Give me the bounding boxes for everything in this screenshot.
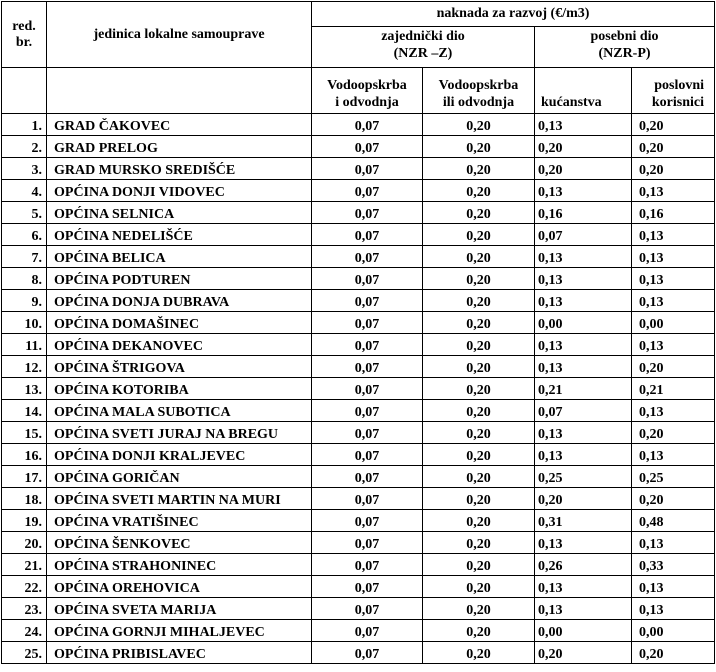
special-households-value: 0,16 (535, 202, 632, 224)
table-body (2, 114, 715, 664)
common-water-or-sewage-value: 0,20 (423, 268, 535, 290)
table-row (2, 334, 715, 356)
common-water-and-sewage-value: 0,07 (312, 202, 423, 224)
common-water-and-sewage-value: 0,07 (312, 488, 423, 510)
header-special-part: posebni dio (NZR-P) (535, 27, 715, 68)
special-business-value: 0,20 (632, 356, 715, 378)
local-unit-name: OPĆINA VRATIŠINEC (47, 510, 312, 532)
special-households-value: 0,20 (535, 642, 632, 664)
row-number: 10. (2, 312, 47, 334)
common-water-and-sewage-value: 0,07 (312, 554, 423, 576)
common-water-or-sewage-value: 0,20 (423, 224, 535, 246)
table-row (2, 598, 715, 620)
table-row (2, 554, 715, 576)
common-water-and-sewage-value: 0,07 (312, 576, 423, 598)
row-number: 6. (2, 224, 47, 246)
local-unit-name: OPĆINA SVETI MARTIN NA MURI (47, 488, 312, 510)
special-business-value: 0,13 (632, 334, 715, 356)
special-households-value: 0,20 (535, 488, 632, 510)
common-water-or-sewage-value: 0,20 (423, 532, 535, 554)
common-water-or-sewage-value: 0,20 (423, 400, 535, 422)
special-households-value: 0,31 (535, 510, 632, 532)
common-water-or-sewage-value: 0,20 (423, 642, 535, 664)
common-water-and-sewage-value: 0,07 (312, 532, 423, 554)
special-households-value: 0,20 (535, 158, 632, 180)
table-row (2, 378, 715, 400)
local-unit-name: OPĆINA BELICA (47, 246, 312, 268)
row-number: 11. (2, 334, 47, 356)
special-households-value: 0,13 (535, 422, 632, 444)
special-households-value: 0,07 (535, 224, 632, 246)
table-row (2, 158, 715, 180)
local-unit-name: OPĆINA GORNJI MIHALJEVEC (47, 620, 312, 642)
local-unit-name: OPĆINA SVETI JURAJ NA BREGU (47, 422, 312, 444)
table-row (2, 114, 715, 136)
row-number: 1. (2, 114, 47, 136)
table-row (2, 224, 715, 246)
common-water-and-sewage-value: 0,07 (312, 466, 423, 488)
special-households-value: 0,13 (535, 334, 632, 356)
row-number: 18. (2, 488, 47, 510)
header-empty-unit (47, 68, 312, 114)
common-water-and-sewage-value: 0,07 (312, 356, 423, 378)
table-row (2, 422, 715, 444)
special-business-value: 0,13 (632, 400, 715, 422)
header-water-and-sewage: Vodoopskrba i odvodnja (312, 68, 423, 114)
local-unit-name: OPĆINA ŠENKOVEC (47, 532, 312, 554)
special-households-value: 0,13 (535, 268, 632, 290)
special-households-value: 0,00 (535, 620, 632, 642)
table-row (2, 180, 715, 202)
table-row (2, 488, 715, 510)
local-unit-name: GRAD ČAKOVEC (47, 114, 312, 136)
header-local-unit: jedinica lokalne samouprave (47, 2, 312, 68)
local-unit-name: OPĆINA NEDELIŠĆE (47, 224, 312, 246)
special-business-value: 0,00 (632, 620, 715, 642)
row-number: 25. (2, 642, 47, 664)
table-row (2, 136, 715, 158)
table-row (2, 444, 715, 466)
common-water-and-sewage-value: 0,07 (312, 246, 423, 268)
common-water-or-sewage-value: 0,20 (423, 356, 535, 378)
special-business-value: 0,16 (632, 202, 715, 224)
common-water-and-sewage-value: 0,07 (312, 598, 423, 620)
special-households-value: 0,07 (535, 400, 632, 422)
special-business-value: 0,20 (632, 422, 715, 444)
row-number: 23. (2, 598, 47, 620)
row-number: 2. (2, 136, 47, 158)
local-unit-name: OPĆINA DEKANOVEC (47, 334, 312, 356)
special-households-value: 0,13 (535, 356, 632, 378)
common-water-or-sewage-value: 0,20 (423, 114, 535, 136)
common-water-and-sewage-value: 0,07 (312, 158, 423, 180)
row-number: 7. (2, 246, 47, 268)
special-business-value: 0,13 (632, 532, 715, 554)
common-water-and-sewage-value: 0,07 (312, 136, 423, 158)
header-business-users: poslovni korisnici (632, 68, 715, 114)
special-households-value: 0,20 (535, 136, 632, 158)
row-number: 8. (2, 268, 47, 290)
special-households-value: 0,00 (535, 312, 632, 334)
special-households-value: 0,13 (535, 180, 632, 202)
common-water-or-sewage-value: 0,20 (423, 422, 535, 444)
special-business-value: 0,13 (632, 290, 715, 312)
local-unit-name: GRAD MURSKO SREDIŠĆE (47, 158, 312, 180)
common-water-or-sewage-value: 0,20 (423, 202, 535, 224)
special-households-value: 0,13 (535, 576, 632, 598)
special-business-value: 0,20 (632, 114, 715, 136)
table-row (2, 400, 715, 422)
special-business-value: 0,13 (632, 180, 715, 202)
local-unit-name: OPĆINA DONJI VIDOVEC (47, 180, 312, 202)
table-row (2, 576, 715, 598)
common-water-or-sewage-value: 0,20 (423, 444, 535, 466)
row-number: 9. (2, 290, 47, 312)
table-row (2, 246, 715, 268)
common-water-or-sewage-value: 0,20 (423, 158, 535, 180)
header-households: kućanstva (535, 68, 632, 114)
local-unit-name: OPĆINA KOTORIBA (47, 378, 312, 400)
special-business-value: 0,20 (632, 642, 715, 664)
table-row (2, 466, 715, 488)
local-unit-name: OPĆINA SELNICA (47, 202, 312, 224)
common-water-and-sewage-value: 0,07 (312, 268, 423, 290)
local-unit-name: GRAD PRELOG (47, 136, 312, 158)
special-households-value: 0,26 (535, 554, 632, 576)
table-row (2, 268, 715, 290)
common-water-and-sewage-value: 0,07 (312, 180, 423, 202)
local-unit-name: OPĆINA SVETA MARIJA (47, 598, 312, 620)
special-households-value: 0,13 (535, 290, 632, 312)
common-water-or-sewage-value: 0,20 (423, 180, 535, 202)
special-business-value: 0,20 (632, 488, 715, 510)
table-row (2, 510, 715, 532)
common-water-and-sewage-value: 0,07 (312, 422, 423, 444)
common-water-and-sewage-value: 0,07 (312, 290, 423, 312)
special-business-value: 0,13 (632, 576, 715, 598)
row-number: 15. (2, 422, 47, 444)
table-row (2, 290, 715, 312)
common-water-or-sewage-value: 0,20 (423, 488, 535, 510)
row-number: 16. (2, 444, 47, 466)
row-number: 24. (2, 620, 47, 642)
special-business-value: 0,13 (632, 246, 715, 268)
common-water-and-sewage-value: 0,07 (312, 224, 423, 246)
local-unit-name: OPĆINA DONJI KRALJEVEC (47, 444, 312, 466)
header-empty-number (2, 68, 47, 114)
fee-table (1, 1, 715, 664)
local-unit-name: OPĆINA DONJA DUBRAVA (47, 290, 312, 312)
row-number: 5. (2, 202, 47, 224)
row-number: 20. (2, 532, 47, 554)
special-business-value: 0,48 (632, 510, 715, 532)
row-number: 17. (2, 466, 47, 488)
common-water-or-sewage-value: 0,20 (423, 598, 535, 620)
common-water-and-sewage-value: 0,07 (312, 312, 423, 334)
table-row (2, 202, 715, 224)
local-unit-name: OPĆINA OREHOVICA (47, 576, 312, 598)
local-unit-name: OPĆINA MALA SUBOTICA (47, 400, 312, 422)
common-water-or-sewage-value: 0,20 (423, 378, 535, 400)
header-fee-title: naknada za razvoj (€/m3) (312, 2, 715, 27)
table-row (2, 620, 715, 642)
local-unit-name: OPĆINA ŠTRIGOVA (47, 356, 312, 378)
local-unit-name: OPĆINA PRIBISLAVEC (47, 642, 312, 664)
common-water-or-sewage-value: 0,20 (423, 312, 535, 334)
header-water-or-sewage: Vodoopskrba ili odvodnja (423, 68, 535, 114)
common-water-or-sewage-value: 0,20 (423, 334, 535, 356)
local-unit-name: OPĆINA DOMAŠINEC (47, 312, 312, 334)
row-number: 22. (2, 576, 47, 598)
special-business-value: 0,25 (632, 466, 715, 488)
special-households-value: 0,13 (535, 532, 632, 554)
row-number: 4. (2, 180, 47, 202)
common-water-and-sewage-value: 0,07 (312, 620, 423, 642)
special-households-value: 0,13 (535, 444, 632, 466)
row-number: 14. (2, 400, 47, 422)
common-water-or-sewage-value: 0,20 (423, 136, 535, 158)
common-water-and-sewage-value: 0,07 (312, 642, 423, 664)
special-business-value: 0,21 (632, 378, 715, 400)
common-water-or-sewage-value: 0,20 (423, 620, 535, 642)
table-row (2, 532, 715, 554)
common-water-or-sewage-value: 0,20 (423, 466, 535, 488)
special-households-value: 0,25 (535, 466, 632, 488)
common-water-or-sewage-value: 0,20 (423, 554, 535, 576)
row-number: 19. (2, 510, 47, 532)
common-water-and-sewage-value: 0,07 (312, 444, 423, 466)
common-water-or-sewage-value: 0,20 (423, 246, 535, 268)
row-number: 3. (2, 158, 47, 180)
common-water-and-sewage-value: 0,07 (312, 114, 423, 136)
common-water-and-sewage-value: 0,07 (312, 400, 423, 422)
local-unit-name: OPĆINA PODTUREN (47, 268, 312, 290)
table-row (2, 312, 715, 334)
special-households-value: 0,13 (535, 114, 632, 136)
local-unit-name: OPĆINA GORIČAN (47, 466, 312, 488)
common-water-or-sewage-value: 0,20 (423, 510, 535, 532)
common-water-and-sewage-value: 0,07 (312, 334, 423, 356)
special-households-value: 0,13 (535, 246, 632, 268)
special-households-value: 0,13 (535, 598, 632, 620)
special-business-value: 0,13 (632, 444, 715, 466)
row-number: 21. (2, 554, 47, 576)
row-number: 13. (2, 378, 47, 400)
special-business-value: 0,20 (632, 158, 715, 180)
common-water-and-sewage-value: 0,07 (312, 510, 423, 532)
row-number: 12. (2, 356, 47, 378)
common-water-or-sewage-value: 0,20 (423, 576, 535, 598)
special-business-value: 0,33 (632, 554, 715, 576)
table-row (2, 642, 715, 664)
special-households-value: 0,21 (535, 378, 632, 400)
special-business-value: 0,00 (632, 312, 715, 334)
header-row-number: red. br. (2, 2, 47, 68)
special-business-value: 0,20 (632, 136, 715, 158)
special-business-value: 0,13 (632, 268, 715, 290)
special-business-value: 0,13 (632, 224, 715, 246)
special-business-value: 0,13 (632, 598, 715, 620)
common-water-and-sewage-value: 0,07 (312, 378, 423, 400)
common-water-or-sewage-value: 0,20 (423, 290, 535, 312)
table-row (2, 356, 715, 378)
local-unit-name: OPĆINA STRAHONINEC (47, 554, 312, 576)
header-common-part: zajednički dio (NZR –Z) (312, 27, 535, 68)
